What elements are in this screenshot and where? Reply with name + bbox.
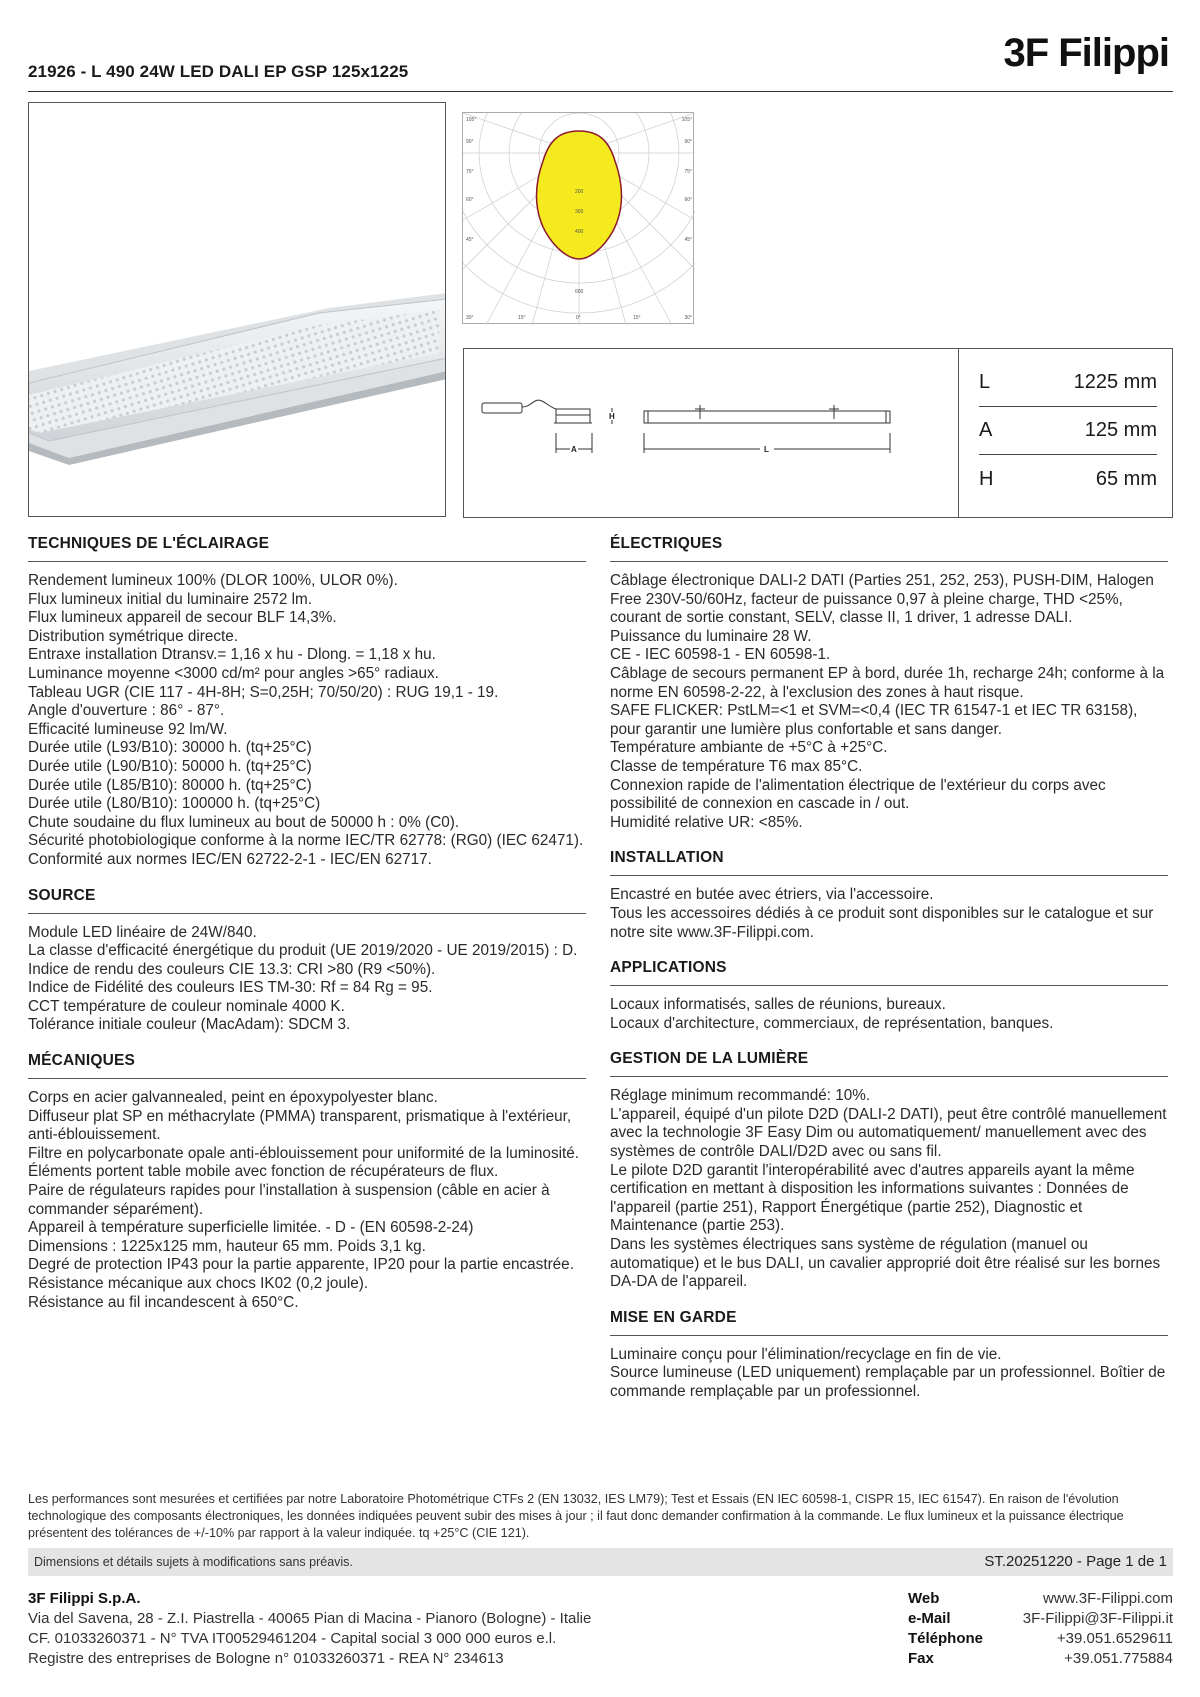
spec-line: Température ambiante de +5°C à +25°C. bbox=[610, 739, 888, 757]
spec-line: Durée utile (L85/B10): 80000 h. (tq+25°C) bbox=[28, 776, 312, 794]
spec-line: Rendement lumineux 100% (DLOR 100%, ULOR 0%). bbox=[28, 572, 398, 589]
spec-line: Tableau UGR (CIE 117 - 4H-8H; S=0,25H; 70/50/20) : RUG 19,1 - 19. bbox=[28, 683, 499, 701]
spec-line: Angle d'ouverture : 86° - 87°. bbox=[28, 702, 225, 720]
dimension-table bbox=[979, 359, 1157, 503]
spec-line: L'appareil, équipé d'un pilote D2D (DALI-2 DATI), peut être contrôlé manuellement avec la technologie 3F Easy Dim ou automatiquement/ manuellement avec des systèmes de contrôle DALI/D2D avec ou sans fil. bbox=[610, 1105, 1167, 1161]
spec-line: Paire de régulateurs rapides pour l'installation à suspension (câble en acier à commander séparément). bbox=[28, 1182, 550, 1218]
company-info bbox=[28, 1589, 591, 1669]
company-registry: Registre des entreprises de Bologne n° 01033260371 - REA N° 234613 bbox=[28, 1650, 504, 1667]
polar-angle-label: 90° bbox=[684, 139, 692, 145]
logo-text: 3F Filippi bbox=[1003, 31, 1169, 74]
dimensions-panel bbox=[463, 348, 1173, 518]
section-body bbox=[610, 986, 1168, 1047]
spec-line: Entraxe installation Dtransv.= 1,16 x hu - Dlong. = 1,18 x hu. bbox=[28, 646, 436, 664]
polar-diagram bbox=[462, 112, 694, 324]
dimension-key: A bbox=[979, 419, 993, 441]
section-body bbox=[28, 1079, 586, 1326]
contact-row bbox=[908, 1609, 1173, 1629]
polar-angle-label: 60° bbox=[684, 197, 692, 203]
spec-line: Durée utile (L93/B10): 30000 h. (tq+25°C) bbox=[28, 739, 312, 757]
polar-angle-label: 75° bbox=[466, 169, 474, 175]
contact-web-link[interactable]: www.3F-Filippi.com bbox=[1042, 1590, 1173, 1607]
section-body bbox=[610, 562, 1168, 846]
polar-angle-label: 105° bbox=[681, 117, 692, 123]
spec-line: Luminance moyenne <3000 cd/m² pour angles >65° radiaux. bbox=[28, 664, 439, 682]
polar-angle-label: 75° bbox=[684, 169, 692, 175]
polar-angle-label: 15° bbox=[633, 315, 641, 321]
spec-line: Appareil à température superficielle limitée. - D - (EN 60598-2-24) bbox=[28, 1219, 474, 1237]
contact-info bbox=[908, 1589, 1173, 1669]
spec-line: Flux lumineux initial du luminaire 2572 lm. bbox=[28, 590, 312, 608]
spec-line: Sécurité photobiologique conforme à la norme IEC/TR 62778: (RG0) (IEC 62471). bbox=[28, 832, 584, 850]
polar-angle-label: 45° bbox=[466, 237, 474, 243]
section-title: MÉCANIQUES bbox=[28, 1049, 586, 1079]
spec-line: Source lumineuse (LED uniquement) remplaçable par un professionnel. Boîtier de commande remplaçable par un professionnel. bbox=[610, 1364, 1166, 1400]
spec-line: Durée utile (L80/B10): 100000 h. (tq+25°C) bbox=[28, 795, 321, 813]
contact-key: Web bbox=[908, 1590, 940, 1607]
dimension-value: 65 mm bbox=[1095, 467, 1157, 490]
polar-angle-label: 90° bbox=[466, 139, 474, 145]
spec-line: Encastré en butée avec étriers, via l'accessoire. bbox=[610, 886, 934, 904]
spec-line: CCT température de couleur nominale 4000 K. bbox=[28, 997, 345, 1015]
page-indicator: ST.20251220 - Page 1 de 1 bbox=[984, 1553, 1167, 1570]
contact-key: Fax bbox=[908, 1650, 934, 1667]
section-title: ÉLECTRIQUES bbox=[610, 532, 1168, 562]
spec-line: Humidité relative UR: <85%. bbox=[610, 813, 803, 831]
section-body bbox=[28, 914, 586, 1050]
section-title: TECHNIQUES DE L'ÉCLAIRAGE bbox=[28, 532, 586, 562]
dimension-value: 1225 mm bbox=[1073, 371, 1157, 393]
spec-line: Résistance au fil incandescent à 650°C. bbox=[28, 1293, 299, 1311]
product-title: 21926 - L 490 24W LED DALI EP GSP 125x1225 bbox=[28, 62, 409, 81]
dimension-value: 125 mm bbox=[1084, 419, 1157, 441]
dimension-drawing bbox=[464, 349, 959, 517]
spec-line: Câblage électronique DALI-2 DATI (Parties 251, 252, 253), PUSH-DIM, Halogen Free 230V-50/60Hz, facteur de puissance 0,97 à pleine charge, THD <25%, courant de sortie constant, SELV, classe II, 1 driver, 1 adresse DALI. bbox=[610, 572, 1154, 627]
spec-line: Locaux informatisés, salles de réunions, bureaux. bbox=[610, 996, 946, 1014]
polar-angle-label: 0° bbox=[576, 315, 581, 321]
polar-radial-label: 400 bbox=[575, 229, 584, 235]
right-column bbox=[610, 532, 1168, 1416]
spec-line: Classe de température T6 max 85°C. bbox=[610, 757, 863, 775]
contact-row bbox=[908, 1649, 1173, 1669]
spec-line: Locaux d'architecture, commerciaux, de représentation, banques. bbox=[610, 1014, 1054, 1032]
section-title: INSTALLATION bbox=[610, 846, 1168, 876]
company-address: Via del Savena, 28 - Z.I. Piastrella - 40065 Pian di Macina - Pianoro (Bologne) - Italie bbox=[28, 1610, 592, 1627]
polar-angle-label: 30° bbox=[466, 315, 474, 321]
contact-key: e-Mail bbox=[908, 1610, 951, 1627]
section-title: SOURCE bbox=[28, 884, 586, 914]
contact-email-link[interactable]: 3F-Filippi@3F-Filippi.it bbox=[1022, 1610, 1173, 1627]
dimension-row bbox=[979, 359, 1157, 407]
dimension-row bbox=[979, 407, 1157, 455]
drawing-label-l: L bbox=[764, 445, 769, 454]
spec-line: SAFE FLICKER: PstLM=<1 et SVM=<0,4 (IEC TR 61547-1 et IEC TR 63158), pour garantir une lumière plus confortable et sans danger. bbox=[610, 702, 1138, 738]
polar-angle-label: 15° bbox=[518, 315, 526, 321]
info-bar bbox=[28, 1548, 1173, 1576]
spec-line: Indice de rendu des couleurs CIE 13.3: CRI >80 (R9 <50%). bbox=[28, 960, 436, 978]
polar-radial-label: 300 bbox=[575, 209, 584, 215]
disclaimer-text: Les performances sont mesurées et certifiées par notre Laboratoire Photométrique CTFs 2 (EN 13032, IES LM79); Test et Essais (EN IEC 60598-1, CISPR 15, IEC 61547). En raison de l'évolution technologique des composants électroniques, les données indiquées peuvent subir des mises à jour ; il faut donc demander confirmation à la commande. Le flux lumineux et la puissance électrique présentent des tolérances de +/-10% par rapport à la valeur indiquée. tq +25°C (CIE 121). bbox=[28, 1492, 1124, 1540]
contact-row bbox=[908, 1629, 1173, 1649]
polar-angle-label: 105° bbox=[466, 117, 477, 123]
drawing-label-h: H bbox=[609, 412, 615, 421]
spec-line: Tous les accessoires dédiés à ce produit sont disponibles sur le catalogue et sur notre site www.3F-Filippi.com. bbox=[610, 904, 1154, 941]
spec-line: La classe d'efficacité énergétique du produit (UE 2019/2020 - UE 2019/2015) : D. bbox=[28, 942, 578, 960]
header-divider bbox=[28, 91, 1173, 92]
brand-logo bbox=[970, 30, 1170, 74]
spec-line: Câblage de secours permanent EP à bord, durée 1h, recharge 24h; conforme à la norme EN 60598-2-22, à l'exclusion des zones à haut risque. bbox=[610, 664, 1165, 701]
polar-curve bbox=[537, 131, 622, 259]
dimension-key: H bbox=[979, 467, 994, 490]
section-body bbox=[610, 1336, 1168, 1416]
spec-line: Corps en acier galvannealed, peint en époxypolyester blanc. bbox=[28, 1089, 438, 1107]
spec-line: Puissance du luminaire 28 W. bbox=[610, 627, 812, 645]
spec-line: Diffuseur plat SP en méthacrylate (PMMA) transparent, prismatique à l'extérieur, anti-éblouissement. bbox=[28, 1107, 572, 1144]
spec-line: Conformité aux normes IEC/EN 62722-2-1 - IEC/EN 62717. bbox=[28, 850, 432, 868]
company-tax: CF. 01033260371 - N° TVA IT00529461204 - Capital social 3 000 000 euros e.l. bbox=[28, 1630, 557, 1647]
contact-fax: +39.051.775884 bbox=[1064, 1650, 1173, 1667]
contact-row bbox=[908, 1589, 1173, 1609]
spec-line: Éléments portent table mobile avec fonction de récupérateurs de flux. bbox=[28, 1163, 499, 1181]
contact-phone: +39.051.6529611 bbox=[1056, 1630, 1173, 1647]
spec-line: Degré de protection IP43 pour la partie apparente, IP20 pour la partie encastrée. bbox=[28, 1256, 574, 1274]
spec-line: Luminaire conçu pour l'élimination/recyclage en fin de vie. bbox=[610, 1345, 1002, 1363]
spec-line: Tolérance initiale couleur (MacAdam): SDCM 3. bbox=[28, 1016, 351, 1034]
section-title: APPLICATIONS bbox=[610, 956, 1168, 986]
polar-angle-label: 30° bbox=[684, 315, 692, 321]
drawing-label-a: A bbox=[571, 445, 577, 454]
section-body bbox=[610, 876, 1168, 956]
spec-line: Réglage minimum recommandé: 10%. bbox=[610, 1087, 871, 1105]
company-name: 3F Filippi S.p.A. bbox=[28, 1590, 141, 1607]
contact-key: Téléphone bbox=[908, 1630, 984, 1647]
modification-note: Dimensions et détails sujets à modifications sans préavis. bbox=[34, 1555, 353, 1569]
spec-line: Dimensions : 1225x125 mm, hauteur 65 mm. Poids 3,1 kg. bbox=[28, 1237, 426, 1255]
spec-line: Indice de Fidélité des couleurs IES TM-30: Rf = 84 Rg = 95. bbox=[28, 979, 433, 997]
dimension-key: L bbox=[979, 371, 991, 393]
spec-line: Durée utile (L90/B10): 50000 h. (tq+25°C) bbox=[28, 757, 312, 775]
spec-line: Résistance mécanique aux chocs IK02 (0,2 joule). bbox=[28, 1275, 369, 1292]
section-title: GESTION DE LA LUMIÈRE bbox=[610, 1047, 1168, 1077]
spec-line: CE - IEC 60598-1 - EN 60598-1. bbox=[610, 646, 831, 664]
section-body bbox=[610, 1077, 1168, 1306]
section-title: MISE EN GARDE bbox=[610, 1306, 1168, 1336]
section-body bbox=[28, 562, 586, 884]
spec-line: Le pilote D2D garantit l'interopérabilité avec d'autres appareils ayant la même certification en mettant à disposition les informations suivantes : Données de l'appareil (partie 251), Rapport Énergétique (partie 252), Diagnostic et Maintenance (partie 253). bbox=[610, 1161, 1135, 1235]
left-column bbox=[28, 532, 586, 1326]
spec-line: Module LED linéaire de 24W/840. bbox=[28, 923, 257, 941]
polar-radial-label: 600 bbox=[575, 289, 584, 295]
spec-line: Efficacité lumineuse 92 lm/W. bbox=[28, 720, 228, 738]
dimension-row bbox=[979, 455, 1157, 503]
spec-line: Distribution symétrique directe. bbox=[28, 627, 238, 645]
polar-radial-label: 200 bbox=[575, 189, 584, 195]
spec-line: Flux lumineux appareil de secour BLF 14,3%. bbox=[28, 609, 337, 627]
product-image bbox=[28, 102, 446, 517]
spec-line: Filtre en polycarbonate opale anti-éblouissement pour uniformité de la luminosité. bbox=[28, 1144, 579, 1162]
polar-angle-label: 60° bbox=[466, 197, 474, 203]
spec-line: Dans les systèmes électriques sans système de régulation (manuel ou automatique) et le bus DALI, un cavalier approprié doit être réalisé sur les bornes DA-DA de l'appareil. bbox=[610, 1236, 1161, 1291]
polar-angle-label: 45° bbox=[684, 237, 692, 243]
spec-line: Connexion rapide de l'alimentation électrique de l'extérieur du corps avec possibilité de connexion en cascade in / out. bbox=[610, 776, 1106, 813]
spec-line: Chute soudaine du flux lumineux au bout de 50000 h : 0% (C0). bbox=[28, 813, 460, 831]
